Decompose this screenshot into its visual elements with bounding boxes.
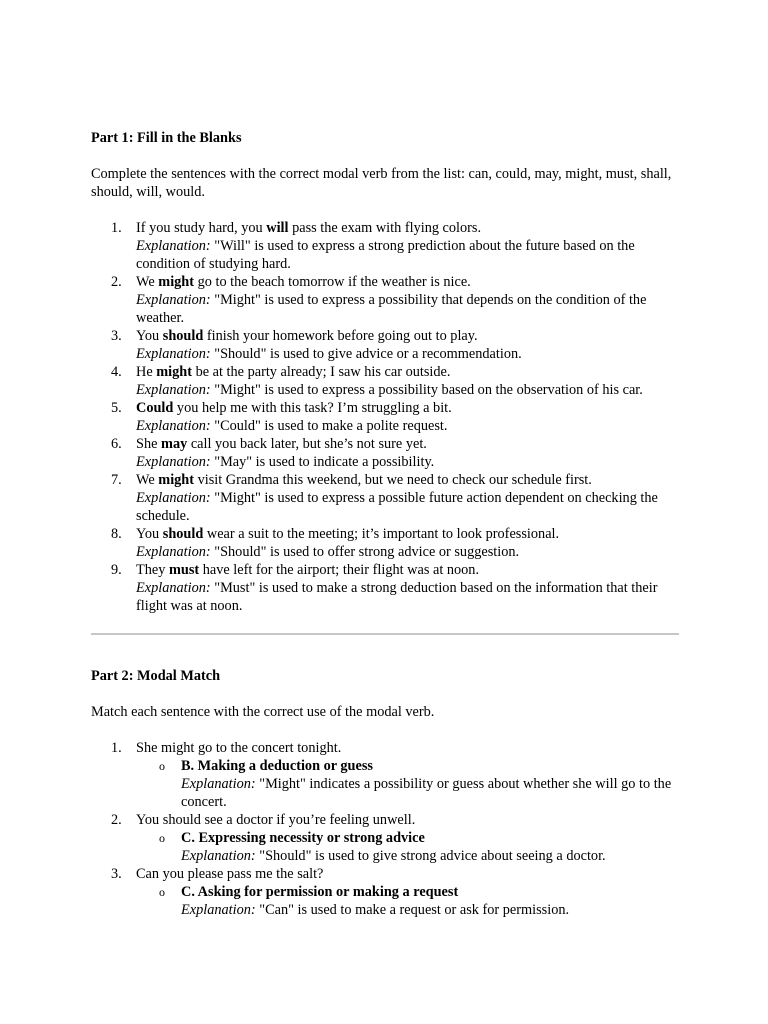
explanation — [181, 775, 679, 811]
answer-text: C. Asking for permission or making a request — [181, 884, 459, 900]
explanation-text: "Should" is used to give advice or a recommendation. — [210, 346, 522, 362]
sentence-start: They — [136, 562, 169, 578]
sentence-start: You — [136, 328, 163, 344]
explanation — [136, 345, 679, 363]
answer-text: C. Expressing necessity or strong advice — [181, 830, 425, 846]
explanation — [136, 453, 679, 471]
explanation — [136, 579, 679, 615]
explanation-label: Explanation: — [136, 238, 211, 254]
answer-list — [136, 883, 679, 919]
list-item — [91, 363, 679, 399]
item-number: 6. — [111, 436, 122, 452]
explanation — [136, 543, 679, 561]
sentence-end: be at the party already; I saw his car outside. — [192, 364, 451, 380]
answer-text: B. Making a deduction or guess — [181, 758, 373, 774]
part1-intro: Complete the sentences with the correct modal verb from the list: can, could, may, might, must, shall, should, will, would. — [91, 166, 672, 200]
item-number: 3. — [111, 328, 122, 344]
explanation-label: Explanation: — [136, 346, 211, 362]
answer-item — [136, 829, 679, 865]
item-number: 5. — [111, 400, 122, 416]
explanation-label: Explanation: — [136, 382, 211, 398]
explanation-label: Explanation: — [136, 292, 211, 308]
modal-answer: may — [161, 436, 188, 452]
explanation-label: Explanation: — [136, 544, 211, 560]
explanation — [136, 237, 679, 273]
list-item — [91, 327, 679, 363]
sentence-start: We — [136, 274, 159, 290]
part2-intro: Match each sentence with the correct use of the modal verb. — [91, 704, 435, 720]
answer-item — [136, 757, 679, 811]
item-number: 2. — [111, 812, 122, 828]
list-item — [91, 399, 679, 435]
part1-list — [91, 219, 679, 615]
explanation-text: "Might" is used to express a possibility based on the observation of his car. — [210, 382, 643, 398]
sentence-start: We — [136, 472, 159, 488]
item-number: 9. — [111, 562, 122, 578]
modal-answer: might — [158, 472, 195, 488]
part1-title: Part 1: Fill in the Blanks — [91, 130, 242, 146]
sentence-start: If you study hard, you — [136, 220, 267, 236]
explanation — [136, 417, 679, 435]
item-number: 8. — [111, 526, 122, 542]
circle-bullet-icon: o — [159, 885, 165, 899]
explanation-text: "Might" is used to express a possibility that depends on the condition of the weather. — [136, 292, 647, 326]
sentence-end: have left for the airport; their flight was at noon. — [199, 562, 480, 578]
explanation — [181, 901, 679, 919]
list-item — [91, 561, 679, 615]
answer-list — [136, 757, 679, 811]
item-number: 1. — [111, 220, 122, 236]
circle-bullet-icon: o — [159, 831, 165, 845]
part2-list — [91, 739, 679, 919]
sentence-end: visit Grandma this weekend, but we need to check our schedule first. — [194, 472, 592, 488]
modal-answer: Could — [136, 400, 174, 416]
explanation-text: "Will" is used to express a strong prediction about the future based on the condition of studying hard. — [136, 238, 635, 272]
explanation-label: Explanation: — [181, 776, 256, 792]
explanation-text: "Should" is used to offer strong advice or suggestion. — [210, 544, 520, 560]
modal-answer: must — [168, 562, 200, 578]
match-sentence: Can you please pass me the salt? — [136, 866, 324, 882]
explanation-text: "May" is used to indicate a possibility. — [210, 454, 435, 470]
match-sentence: You should see a doctor if you’re feeling unwell. — [136, 812, 416, 828]
sentence-end: call you back later, but she’s not sure yet. — [187, 436, 427, 452]
list-item — [91, 865, 679, 919]
explanation-label: Explanation: — [136, 580, 211, 596]
item-number: 3. — [111, 866, 122, 882]
explanation — [181, 847, 679, 865]
explanation-text: "Can" is used to make a request or ask for permission. — [255, 902, 570, 918]
modal-answer: might — [158, 274, 195, 290]
document-page — [91, 129, 679, 919]
explanation-text: "Might" is used to express a possible future action dependent on checking the schedule. — [136, 490, 658, 524]
modal-answer: should — [162, 526, 204, 542]
sentence-end: finish your homework before going out to play. — [203, 328, 478, 344]
list-item — [91, 471, 679, 525]
modal-answer: might — [156, 364, 192, 380]
item-number: 1. — [111, 740, 122, 756]
sentence-end: pass the exam with flying colors. — [288, 220, 482, 236]
explanation — [136, 489, 679, 525]
explanation-label: Explanation: — [136, 454, 211, 470]
sentence-end: you help me with this task? I’m struggling a bit. — [173, 400, 452, 416]
explanation-text: "Could" is used to make a polite request. — [210, 418, 448, 434]
explanation-text: "Should" is used to give strong advice about seeing a doctor. — [255, 848, 606, 864]
modal-answer: should — [162, 328, 204, 344]
list-item — [91, 435, 679, 471]
list-item — [91, 739, 679, 811]
explanation — [136, 291, 679, 327]
list-item — [91, 525, 679, 561]
list-item — [91, 219, 679, 273]
list-item — [91, 273, 679, 327]
circle-bullet-icon: o — [159, 759, 165, 773]
explanation-label: Explanation: — [181, 902, 256, 918]
explanation-text: "Must" is used to make a strong deduction based on the information that their flight was at noon. — [136, 580, 658, 614]
sentence-start: You — [136, 526, 163, 542]
part2-title: Part 2: Modal Match — [91, 668, 221, 684]
modal-answer: will — [266, 220, 289, 236]
explanation-text: "Might" indicates a possibility or guess about whether she will go to the concert. — [181, 776, 672, 810]
explanation-label: Explanation: — [181, 848, 256, 864]
list-item — [91, 811, 679, 865]
answer-list — [136, 829, 679, 865]
sentence-start: He — [136, 364, 157, 380]
sentence-start: She — [136, 436, 162, 452]
explanation-label: Explanation: — [136, 418, 211, 434]
explanation-label: Explanation: — [136, 490, 211, 506]
answer-item — [136, 883, 679, 919]
explanation — [136, 381, 679, 399]
item-number: 2. — [111, 274, 122, 290]
match-sentence: She might go to the concert tonight. — [136, 740, 342, 756]
item-number: 4. — [111, 364, 122, 380]
section-divider — [91, 633, 679, 635]
item-number: 7. — [111, 472, 122, 488]
sentence-end: go to the beach tomorrow if the weather is nice. — [194, 274, 471, 290]
sentence-end: wear a suit to the meeting; it’s important to look professional. — [203, 526, 560, 542]
